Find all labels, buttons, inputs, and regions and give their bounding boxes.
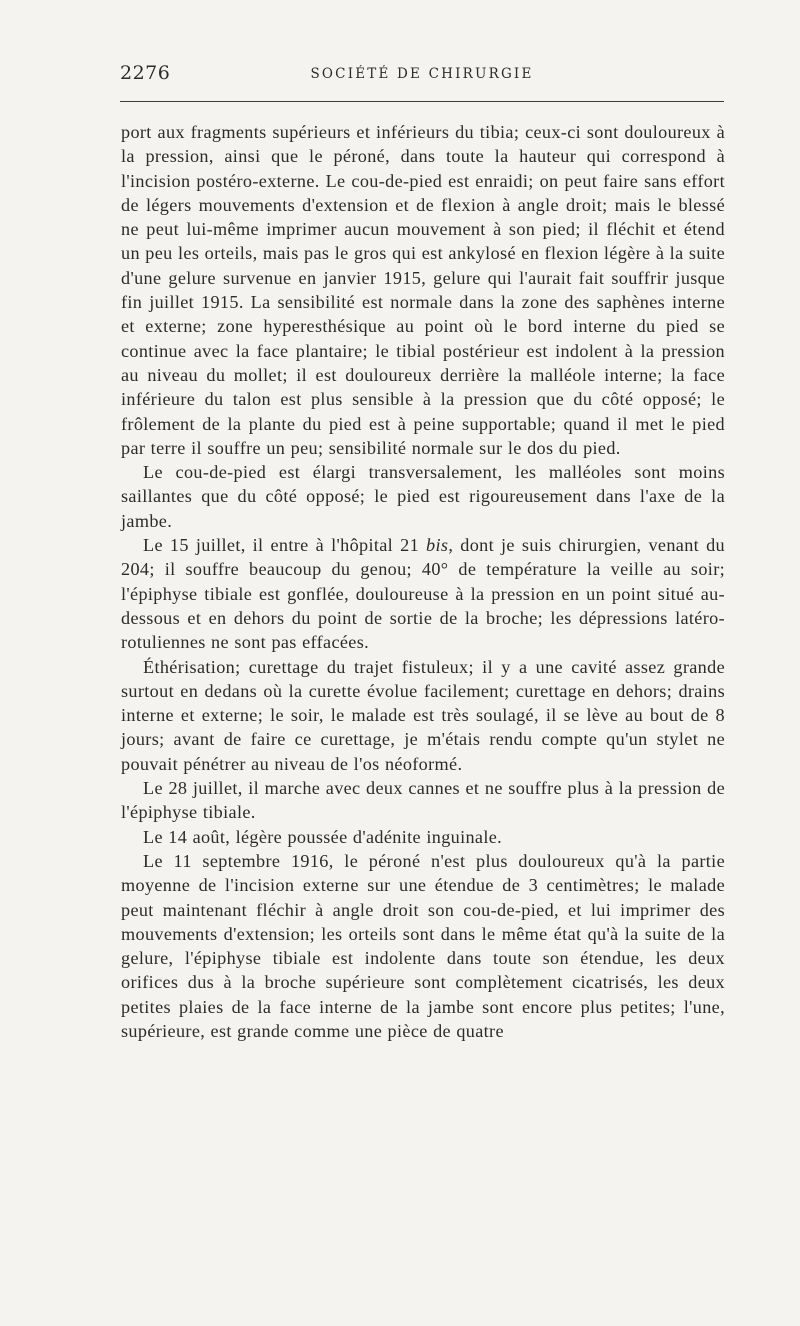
paragraph: port aux fragments supérieurs et inférieurs du tibia; ceux-ci sont douloureux à la pression, ainsi que le péroné, dans toute la hauteur qui correspond à l'incision postéro-externe. Le cou-de-pied est enraidi; on peut faire sans effort de légers mouvements d'extension et de flexion à angle droit; mais le blessé ne peut lui-même imprimer aucun mouvement à son pied; il fléchit et étend un peu les orteils, mais pas le gros qui est ankylosé en flexion légère à la suite d'une gelure survenue en janvier 1915, gelure qui l'aurait fait souffrir jusque fin juillet 1915. La sensibilité est normale dans la zone des saphènes interne et externe; zone hyperesthésique au point où le bord interne du pied se continue avec la face plantaire; le tibial postérieur est indolent à la pression au niveau du mollet; il est douloureux derrière la malléole interne; la face inférieure du talon est plus sensible à la pression que du côté opposé; le frôlement de la plante du pied est à peine supportable; quand il met le pied par terre il souffre un peu; sensibilité normale sur le dos du pied. [121, 122, 725, 458]
paragraph: Le cou-de-pied est élargi transversalement, les malléoles sont moins saillantes que du côté opposé; le pied est rigoureusement dans l'axe de la jambe. [121, 462, 725, 531]
page-header [120, 62, 724, 90]
paragraph: Éthérisation; curettage du trajet fistuleux; il y a une cavité assez grande surtout en dedans où la curette évolue facilement; curettage en dehors; drains interne et externe; le soir, le malade est très soulagé, il se lève au bout de 8 jours; avant de faire ce curettage, je m'étais rendu compte qu'un stylet ne pouvait pénétrer au niveau de l'os néoformé. [121, 656, 725, 774]
paragraph-text: , dont je suis chirurgien, venant du 204; il souffre beaucoup du genou; 40° de température la veille au soir; l'épiphyse tibiale est gonflée, douloureuse à la pression en un point situé au-dessous et en dehors du point de sortie de la broche; les dépressions latéro-rotuliennes ne sont pas effacées. [121, 535, 725, 653]
paragraph: Le 28 juillet, il marche avec deux cannes et ne souffre plus à la pression de l'épiphyse tibiale. [121, 778, 725, 823]
paragraph: Le 11 septembre 1916, le péroné n'est plus douloureux qu'à la partie moyenne de l'incision externe sur une étendue de 3 centimètres; le malade peut maintenant fléchir à angle droit son cou-de-pied, et lui imprimer des mouvements d'extension; les orteils sont dans le même état qu'à la suite de la gelure, l'épiphyse tibiale est indolente dans toute son étendue, les deux orifices dus à la broche supérieure sont complètement cicatrisés, les deux petites plaies de la face interne de la jambe sont encore plus petites; l'une, supérieure, est grande comme une pièce de quatre [121, 850, 725, 1041]
paragraph: Le 14 août, légère poussée d'adénite inguinale. [143, 826, 503, 847]
running-head: SOCIÉTÉ DE CHIRURGIE [310, 66, 534, 82]
body-text [121, 120, 725, 1043]
paragraph-text: Le 15 juillet, il entre à l'hôpital 21 [143, 535, 427, 556]
page-number: 2276 [120, 62, 171, 84]
italic-text: bis [426, 535, 449, 556]
paragraph [121, 533, 725, 654]
header-rule [120, 101, 724, 102]
